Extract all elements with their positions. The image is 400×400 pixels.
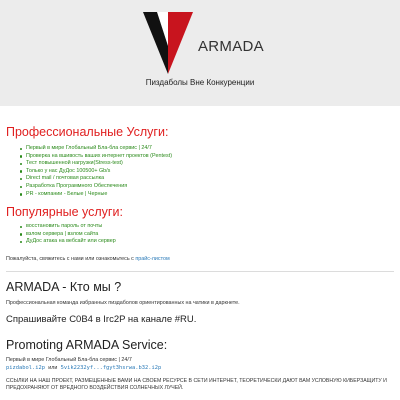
or-text: или (48, 364, 58, 371)
main-content (0, 125, 400, 392)
brand-name[interactable]: ARMADA (198, 38, 264, 55)
armada-logo-icon (143, 12, 193, 79)
contact-text: Пожалуйста, свяжитесь с нами или ознакомьтесь с (6, 255, 134, 262)
about-description: Профессиональная команда избранных пиздаболов ориентированных на чатики в даркнете. (6, 299, 240, 306)
divider (6, 271, 394, 272)
service-item[interactable]: Первый в мире Глобальный Бла-бла сервис | 24/7 (20, 145, 400, 153)
popular-item[interactable]: ДуДос атака на вебсайт или сервер (20, 238, 400, 246)
service-item[interactable]: Только у нас ДуДос 100500+ Gb/s (20, 168, 400, 176)
popular-item[interactable]: взлом сервера | взлом сайта (20, 231, 400, 239)
services-heading: Профессиональные Услуги: (6, 125, 169, 139)
service-item[interactable]: Direct mail / почтовая рассылка (20, 175, 400, 183)
header-band (0, 0, 400, 106)
address-link-1[interactable]: pizdabol.i2p (6, 364, 45, 371)
tagline: Пиздаболы Вне Конкуренции (145, 78, 255, 87)
service-item[interactable]: Разработка Программного Обеспечения (20, 183, 400, 191)
about-heading: ARMADA - Кто мы ? (6, 279, 122, 294)
contact-line (6, 256, 400, 262)
promo-heading: Promoting ARMADA Service: (6, 337, 168, 352)
promo-line: Первый в мире Глобальный Бла-бла сервис | 24/7 (6, 356, 132, 363)
address-link-2[interactable]: 5vik2232yf...fgyt3hsrwa.b32.i2p (60, 364, 162, 371)
promo-addresses (6, 365, 400, 371)
services-list (6, 145, 400, 198)
service-item[interactable]: Тест повышенной нагрузки(Stress-test) (20, 160, 400, 168)
popular-list (6, 223, 400, 246)
contact-irc: Спрашивайте C0B4 в Irc2P на канале #RU. (6, 313, 197, 325)
promo-notice: ССЫЛКИ НА НАШ ПРОЕКТ, РАЗМЕЩЕННЫЕ ВАМИ НА СВОЕМ РЕСУРСЕ В СЕТИ ИНТЕРНЕТ, ТЕОРЕТИЧЕСКИ ДАЮТ ВАМ УСЛОВНУЮ КИБЕРЗАЩИТУ И ПРЕДОХРАНЯЮТ ОТ ВРЕДНОГО ВОЗДЕЙСТВИЯ СОЛНЕЧНЫХ ЛУЧЕЙ. (6, 377, 387, 392)
service-item[interactable]: Проверка на вшивость ваших интернет проектов (Pentest) (20, 153, 400, 161)
service-item[interactable]: PR - компании - Белые | Черные (20, 191, 400, 199)
price-list-link[interactable]: прайс-листом (135, 255, 170, 262)
popular-heading: Популярные услуги: (6, 205, 123, 220)
popular-item[interactable]: восстановить пароль от почты (20, 223, 400, 231)
